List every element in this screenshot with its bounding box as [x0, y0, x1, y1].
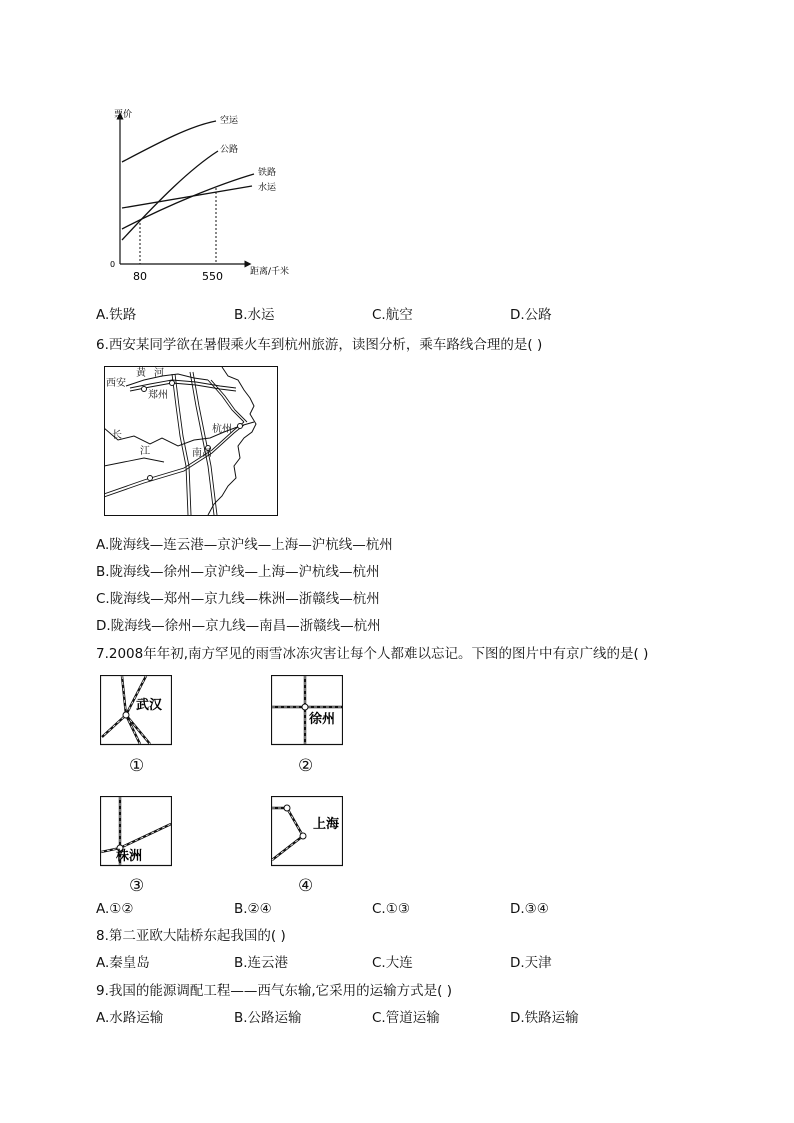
x-axis-label: 距离/千米	[250, 267, 290, 277]
q6-option-a[interactable]: A.陇海线—连云港—京沪线—上海—沪杭线—杭州	[96, 537, 393, 553]
q7-map-1-number: ①	[129, 756, 145, 776]
map-label-hangzhou: 杭州	[212, 424, 232, 435]
map-label-chang: 长	[112, 430, 122, 441]
q7-option-a[interactable]: A.①②	[96, 901, 134, 917]
q8-option-b[interactable]: B.连云港	[234, 955, 289, 971]
q9-option-d[interactable]: D.铁路运输	[510, 1010, 579, 1026]
series-road	[122, 151, 218, 240]
q7-map-3-number: ③	[129, 876, 145, 896]
map-label-nanchang: 南昌	[192, 448, 212, 459]
mini-map-xuzhou-label: 徐州	[309, 712, 336, 727]
label-water: 水运	[258, 183, 277, 193]
q7-option-b[interactable]: B.②④	[234, 901, 272, 917]
label-air: 空运	[220, 116, 239, 126]
y-axis-label: 票价	[114, 110, 133, 120]
map-label-he: 河	[154, 368, 164, 379]
q9-option-a[interactable]: A.水路运输	[96, 1010, 164, 1026]
q9-option-c[interactable]: C.管道运输	[372, 1010, 440, 1026]
q7-option-c[interactable]: C.①③	[372, 901, 410, 917]
q5-option-a[interactable]: A.铁路	[96, 307, 137, 323]
q7-option-d[interactable]: D.③④	[510, 901, 549, 917]
q7-stem: 7.2008年年初,南方罕见的雨雪冰冻灾害让每个人都难以忘记。下图的图片中有京广线的是( )	[96, 646, 649, 662]
mini-map-shanghai	[271, 796, 343, 868]
mini-map-wuhan	[100, 675, 172, 747]
q8-option-a[interactable]: A.秦皇岛	[96, 955, 150, 971]
mini-map-zhuzhou	[100, 796, 172, 868]
q9-option-b[interactable]: B.公路运输	[234, 1010, 302, 1026]
q6-option-b[interactable]: B.陇海线—徐州—京沪线—上海—沪杭线—杭州	[96, 564, 380, 580]
origin-label: 0	[110, 260, 116, 269]
map-label-jiang: 江	[140, 446, 150, 457]
mini-map-shanghai-label: 上海	[313, 817, 340, 832]
q5-option-d[interactable]: D.公路	[510, 307, 552, 323]
q8-option-c[interactable]: C.大连	[372, 955, 413, 971]
mini-map-xuzhou	[271, 675, 343, 747]
q9-stem: 9.我国的能源调配工程——西气东输,它采用的运输方式是( )	[96, 983, 452, 999]
mini-map-wuhan-label: 武汉	[136, 698, 163, 713]
q8-stem: 8.第二亚欧大陆桥东起我国的( )	[96, 928, 286, 944]
fare-distance-chart	[100, 104, 300, 282]
mini-map-zhuzhou-label: 株洲	[116, 849, 143, 864]
q6-option-d[interactable]: D.陇海线—徐州—京九线—南昌—浙赣线—杭州	[96, 618, 381, 634]
series-water	[122, 186, 252, 208]
label-road: 公路	[220, 145, 239, 155]
q6-option-c[interactable]: C.陇海线—郑州—京九线—株洲—浙赣线—杭州	[96, 591, 380, 607]
x-tick-80: 80	[133, 270, 147, 282]
map-label-zhengzhou: 郑州	[148, 390, 168, 401]
map-label-huang: 黄	[136, 368, 146, 379]
x-tick-550: 550	[202, 270, 223, 282]
q5-option-b[interactable]: B.水运	[234, 307, 275, 323]
map-label-xian: 西安	[106, 378, 126, 389]
series-air	[122, 121, 216, 162]
series-rail	[122, 174, 254, 229]
q6-stem: 6.西安某同学欲在暑假乘火车到杭州旅游，读图分析，乘车路线合理的是( )	[96, 337, 543, 353]
q5-option-c[interactable]: C.航空	[372, 307, 413, 323]
label-rail: 铁路	[258, 168, 277, 178]
q8-option-d[interactable]: D.天津	[510, 955, 552, 971]
railway-map	[104, 366, 278, 516]
q7-map-2-number: ②	[298, 756, 314, 776]
q7-map-4-number: ④	[298, 876, 314, 896]
